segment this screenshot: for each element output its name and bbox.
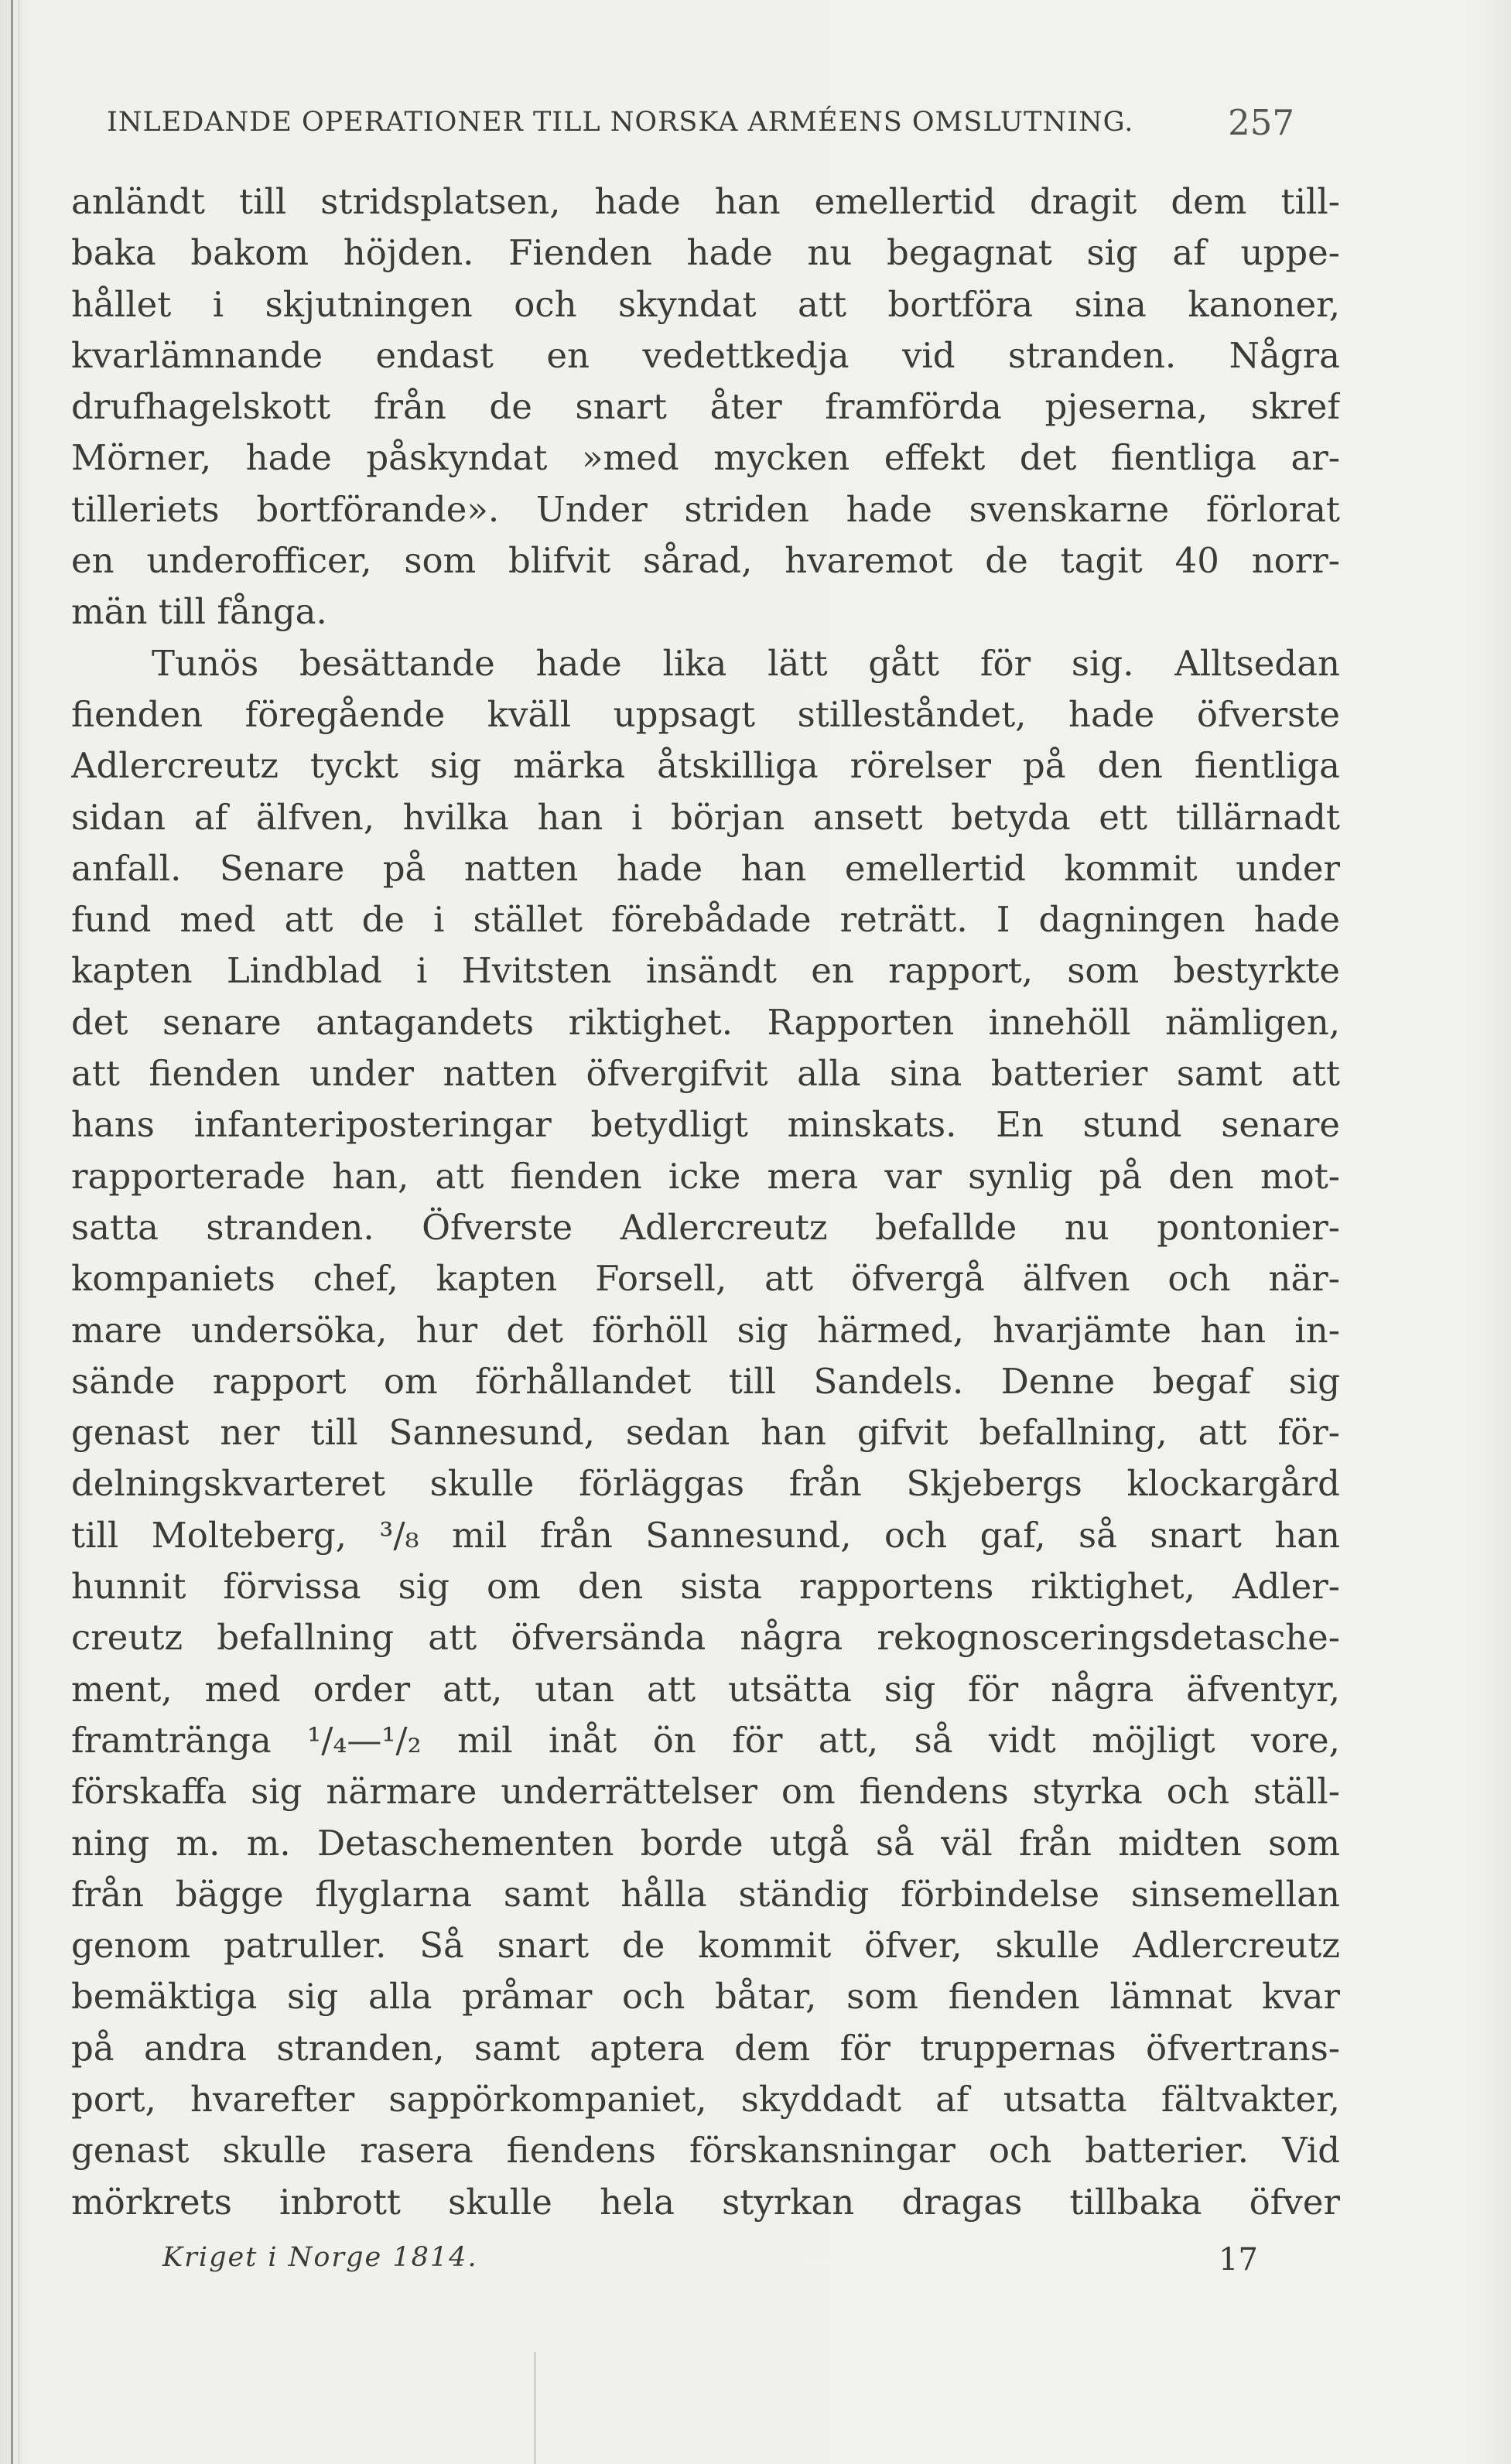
text-line: på andra stranden, samt aptera dem för truppernas öfvertrans- [71,2027,1340,2069]
text-line: hunnit förvissa sig om den sista rapportens riktighet, Adler- [71,1566,1340,1608]
text-line: sände rapport om förhållandet till Sandels. Denne begaf sig [71,1360,1340,1402]
text-line: anländt till stridsplatsen, hade han emellertid dragit dem till- [71,181,1340,222]
text-line: hans infanteriposteringar betydligt minskats. En stund senare [71,1104,1340,1146]
text-line: det senare antagandets riktighet. Rapporten innehöll nämligen, [71,1001,1340,1043]
text-line: Adlercreutz tyckt sig märka åtskilliga rörelser på den fientliga [71,745,1340,787]
text-line: kapten Lindblad i Hvitsten insändt en rapport, som bestyrkte [71,950,1340,992]
text-line: drufhagelskott från de snart åter framförda pjeserna, skref [71,386,1340,428]
text-line: genast ner till Sannesund, sedan han gifvit befallning, att för- [71,1412,1340,1454]
text-line: kompaniets chef, kapten Forsell, att öfvergå älfven och när- [71,1258,1340,1300]
sheet-number: 17 [1219,2242,1258,2278]
text-line: kvarlämnande endast en vedettkedja vid stranden. Några [71,334,1340,376]
text-line: att fienden under natten öfvergifvit alla sina batterier samt att [71,1053,1340,1095]
text-line: till Molteberg, ³/₈ mil från Sannesund, och gaf, så snart han [71,1514,1340,1556]
running-title: INLEDANDE OPERATIONER TILL NORSKA ARMÉENS OMSLUTNING. [107,107,1134,138]
text-line: framtränga ¹/₄—¹/₂ mil inåt ön för att, så vidt möjligt vore, [71,1719,1340,1761]
text-line: bemäktiga sig alla pråmar och båtar, som fienden lämnat kvar [71,1976,1340,2018]
text-line: ment, med order att, utan att utsätta sig för några äfventyr, [71,1668,1340,1710]
text-line: från bägge flyglarna samt hålla ständig förbindelse sinsemellan [71,1873,1340,1915]
text-line: fienden föregående kväll uppsagt stilleståndet, hade öfverste [71,693,1340,735]
page-number: 257 [1228,102,1294,143]
text-line: ning m. m. Detaschementen borde utgå så väl från midten som [71,1822,1340,1864]
text-line: män till fånga. [71,591,327,633]
text-line: fund med att de i stället förebådade reträtt. I dagningen hade [71,899,1340,941]
text-line: förskaffa sig närmare underrättelser om fiendens styrka och ställ- [71,1771,1340,1813]
text-line: creutz befallning att öfversända några rekognosceringsdetasche- [71,1617,1340,1659]
text-line: hållet i skjutningen och skyndat att bortföra sina kanoner, [71,283,1340,325]
text-line: mare undersöka, hur det förhöll sig härmed, hvarjämte han in- [71,1309,1340,1351]
text-line: en underofficer, som blifvit sårad, hvaremot de tagit 40 norr- [71,540,1340,582]
text-line: Mörner, hade påskyndat »med mycken effekt det fientliga ar- [71,437,1340,479]
paragraph-start-line: Tunös besättande hade lika lätt gått för sig. Alltsedan [152,642,1340,684]
text-line: rapporterade han, att fienden icke mera var synlig på den mot- [71,1155,1340,1197]
signature-mark: Kriget i Norge 1814. [162,2242,478,2273]
text-line: sidan af älfven, hvilka han i början ansett betyda ett tillärnadt [71,796,1340,838]
text-line: genom patruller. Så snart de kommit öfver, skulle Adlercreutz [71,1925,1340,1967]
text-line: mörkrets inbrott skulle hela styrkan dragas tillbaka öfver [71,2181,1340,2223]
text-line: port, hvarefter sappörkompaniet, skyddadt af utsatta fältvakter, [71,2078,1340,2120]
text-line: satta stranden. Öfverste Adlercreutz befallde nu pontonier- [71,1206,1340,1248]
text-line: baka bakom höjden. Fienden hade nu begagnat sig af uppe- [71,232,1340,274]
text-line: tilleriets bortförande». Under striden hade svenskarne förlorat [71,488,1340,530]
running-head [107,102,1294,153]
text-line: anfall. Senare på natten hade han emellertid kommit under [71,847,1340,889]
body-text [71,176,1340,2228]
text-line: genast skulle rasera fiendens förskansningar och batterier. Vid [71,2130,1340,2172]
text-line: delningskvarteret skulle förläggas från Skjebergs klockargård [71,1463,1340,1505]
paper-scuff-mark [534,2352,536,2464]
binding-edge [11,0,13,2464]
